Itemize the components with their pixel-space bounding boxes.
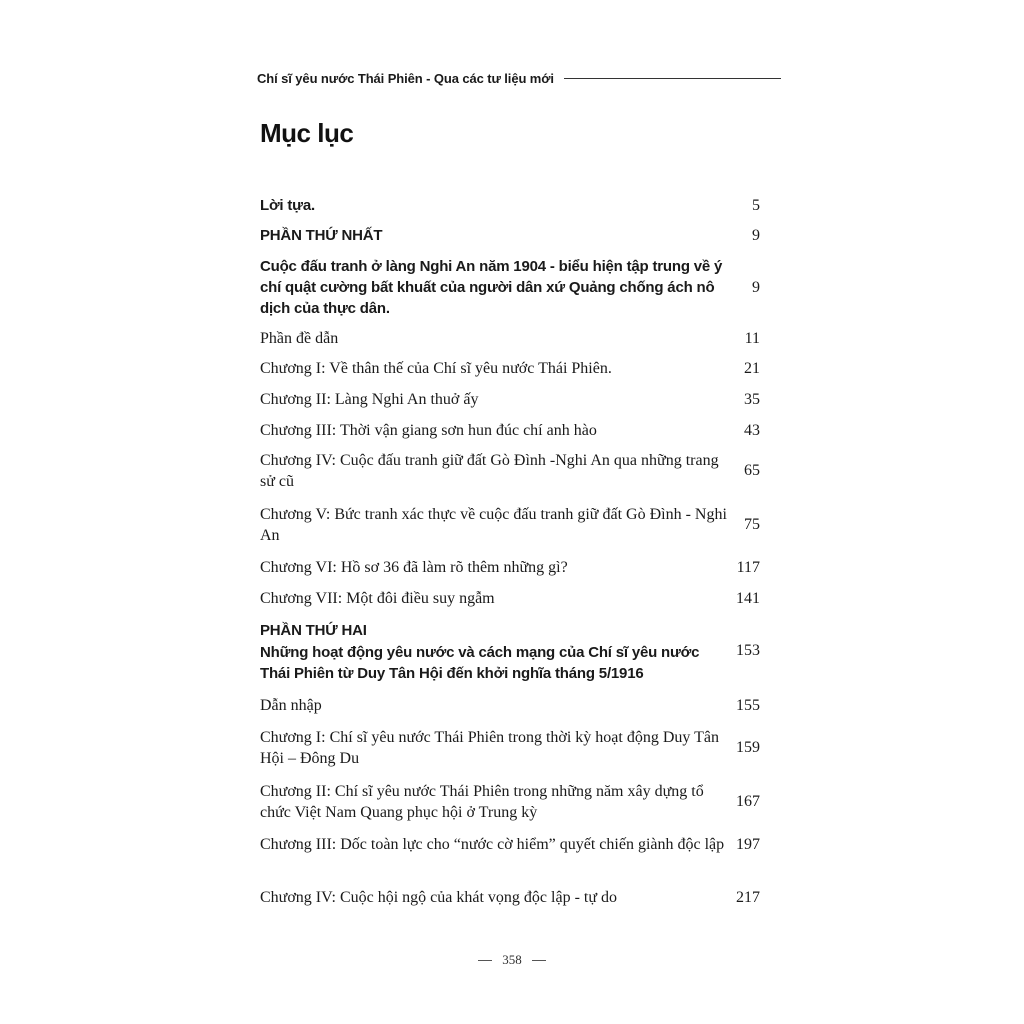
toc-entry-page: 11 xyxy=(744,329,760,347)
header-rule xyxy=(564,78,781,79)
toc-entry-page: 155 xyxy=(736,696,760,714)
toc-entry-page: 159 xyxy=(736,739,760,756)
toc-entry-title: PHẦN THỨ NHẤT xyxy=(260,227,383,244)
toc-entry-page: 117 xyxy=(736,558,760,576)
running-title: Chí sĩ yêu nước Thái Phiên - Qua các tư liệu mới xyxy=(257,70,554,86)
toc-entry-page: 65 xyxy=(744,462,760,479)
toc-entry-title: Lời tựa. xyxy=(260,197,315,214)
toc-entry-chapter[interactable] xyxy=(260,588,760,609)
page-title: Mục lục xyxy=(260,118,354,148)
toc-entry-introduction[interactable] xyxy=(260,695,760,716)
toc-entry-chapter[interactable] xyxy=(260,834,760,855)
toc-entry-title: Chương VII: Một đôi điều suy ngẫm xyxy=(260,590,495,607)
toc-entry-title: Chương II: Làng Nghi An thuở ấy xyxy=(260,391,479,408)
toc-entry-title: Cuộc đấu tranh ở làng Nghi An năm 1904 - biểu hiện tập trung về ý chí quật cường bất khuất của người dân xứ Quảng chống ách nô dịch của thực dân. xyxy=(260,258,723,317)
folio-dash-right xyxy=(532,960,546,961)
running-header xyxy=(257,68,781,88)
toc-entry-chapter[interactable] xyxy=(260,358,760,379)
toc-entry-title: Chương V: Bức tranh xác thực về cuộc đấu tranh giữ đất Gò Đình - Nghi An xyxy=(260,506,727,544)
toc-entry-page: 75 xyxy=(744,516,760,533)
toc-entry-title: Chương IV: Cuộc hội ngộ của khát vọng độc lập - tự do xyxy=(260,889,618,906)
toc-entry-preface[interactable] xyxy=(260,195,760,216)
toc-entry-page: 141 xyxy=(736,589,760,607)
toc-entry-page: 35 xyxy=(744,390,760,408)
toc-entry-page: 153 xyxy=(736,642,760,659)
toc-entry-part-one-subtitle[interactable] xyxy=(260,256,760,319)
toc-entry-part-two-subtitle[interactable] xyxy=(260,642,760,684)
toc-entry-introduction[interactable] xyxy=(260,328,760,349)
toc-entry-title: PHẦN THỨ HAI xyxy=(260,622,367,639)
page-footer xyxy=(0,952,1024,968)
toc-entry-title: Phần đề dẫn xyxy=(260,330,339,347)
toc-entry-title: Chương II: Chí sĩ yêu nước Thái Phiên trong những năm xây dựng tổ chức Việt Nam Quang phục hội ở Trung kỳ xyxy=(260,783,704,821)
toc-entry-title: Những hoạt động yêu nước và cách mạng của Chí sĩ yêu nước Thái Phiên từ Duy Tân Hội đến khởi nghĩa tháng 5/1916 xyxy=(260,644,700,682)
toc-entry-page: 197 xyxy=(736,835,760,853)
toc-entry-chapter[interactable] xyxy=(260,887,760,908)
toc-entry-chapter[interactable] xyxy=(260,420,760,441)
toc-entry-page: 5 xyxy=(752,196,760,214)
toc-entry-title: Chương I: Về thân thế của Chí sĩ yêu nước Thái Phiên. xyxy=(260,360,612,377)
toc-entry-title: Chương III: Thời vận giang sơn hun đúc chí anh hào xyxy=(260,422,597,439)
toc-entry-page: 9 xyxy=(752,226,760,244)
toc-entry-chapter[interactable] xyxy=(260,781,760,823)
toc-entry-chapter[interactable] xyxy=(260,727,760,769)
toc-entry-title: Dẫn nhập xyxy=(260,697,322,714)
toc-entry-page: 217 xyxy=(736,888,760,906)
toc-entry-title: Chương I: Chí sĩ yêu nước Thái Phiên trong thời kỳ hoạt động Duy Tân Hội – Đông Du xyxy=(260,729,719,767)
toc-entry-title: Chương VI: Hồ sơ 36 đã làm rõ thêm những gì? xyxy=(260,559,568,576)
toc-entry-title: Chương III: Dốc toàn lực cho “nước cờ hiểm” quyết chiến giành độc lập xyxy=(260,836,725,853)
toc-entry-page: 9 xyxy=(752,278,760,296)
toc-entry-chapter[interactable] xyxy=(260,389,760,410)
toc-entry-chapter[interactable] xyxy=(260,557,760,578)
toc-entry-part-two[interactable] xyxy=(260,620,760,641)
toc-entry-page: 21 xyxy=(744,359,760,377)
toc-entry-title: Chương IV: Cuộc đấu tranh giữ đất Gò Đình -Nghi An qua những trang sử cũ xyxy=(260,452,719,490)
toc-entry-page: 167 xyxy=(736,793,760,810)
toc-entry-part-one[interactable] xyxy=(260,225,760,246)
toc-entry-chapter[interactable] xyxy=(260,450,760,492)
toc-entry-page: 43 xyxy=(744,421,760,439)
toc-entry-chapter[interactable] xyxy=(260,504,760,546)
folio-dash-left xyxy=(478,960,492,961)
page-number: 358 xyxy=(502,952,522,967)
